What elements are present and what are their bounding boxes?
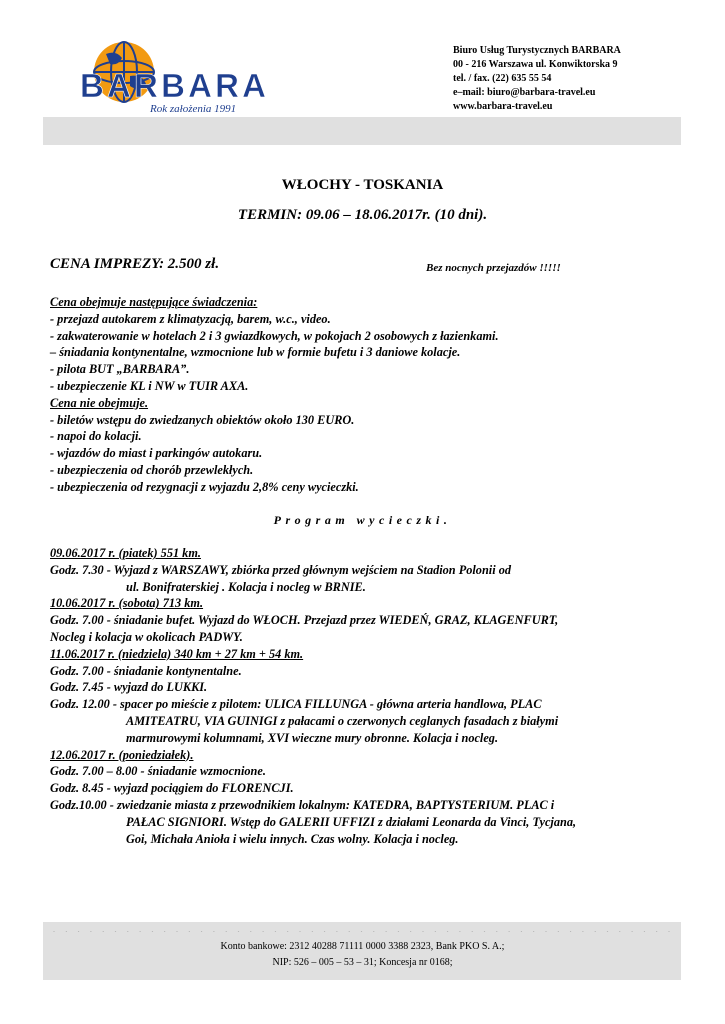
page-title: WŁOCHY - TOSKANIA: [281, 177, 444, 193]
company-email[interactable]: e–mail: biuro@barbara-travel.eu: [453, 87, 596, 98]
footer-bank: Konto bankowe: 2312 40288 71111 0000 3388 2323, Bank PKO S. A.;: [220, 941, 505, 952]
program-line: Godz. 12.00 - spacer po mieście z pilotem: ULICA FILLUNGA - główna arteria handlowa, PLAC: [50, 697, 542, 712]
globe-logo-icon: [72, 40, 272, 120]
trip-dates: TERMIN: 09.06 – 18.06.2017r. (10 dni).: [237, 207, 488, 223]
footer-nip: NIP: 526 – 005 – 53 – 31; Koncesja nr 0168;: [272, 957, 453, 968]
program-list: [50, 545, 576, 847]
header-band: [43, 117, 681, 145]
company-phone: tel. / fax. (22) 635 55 54: [453, 73, 552, 84]
program-line: PAŁAC SIGNIORI. Wstęp do GALERII UFFIZI z działami Leonarda da Vinci, Tycjana,: [126, 814, 577, 829]
footer-dotted-rule: [50, 924, 675, 932]
program-line: Nocleg i kolacja w okolicach PADWY.: [50, 629, 243, 644]
program-line: Godz. 7.00 - śniadanie kontynentalne.: [50, 663, 242, 678]
program-line: marmurowymi kolumnami, XVI wieczne mury obronne. Kolacja i nocleg.: [126, 730, 499, 745]
included-item: - pilota BUT „BARBARA”.: [50, 362, 190, 377]
excluded-item: - wjazdów do miast i parkingów autokaru.: [50, 446, 263, 461]
excluded-heading: Cena nie obejmuje.: [50, 395, 149, 410]
company-name: Biuro Usług Turystycznych BARBARA: [453, 45, 621, 56]
included-item: - przejazd autokarem z klimatyzacją, barem, w.c., video.: [50, 311, 331, 326]
program-day-heading: 11.06.2017 r. (niedziela) 340 km + 27 km + 54 km.: [50, 646, 304, 661]
barbara-logo: [72, 40, 272, 120]
company-address: 00 - 216 Warszawa ul. Konwiktorska 9: [453, 59, 618, 70]
excluded-item: - napoi do kolacji.: [50, 429, 142, 444]
dotted-rule-icon: [50, 929, 675, 932]
company-info: [453, 44, 621, 114]
included-item: - ubezpieczenie KL i NW w TUIR AXA.: [50, 378, 249, 393]
price-details: [50, 294, 499, 496]
program-line: Godz. 7.30 - Wyjazd z WARSZAWY, zbiórka przed głównym wejściem na Stadion Polonii od: [50, 562, 511, 577]
logo-brand: BARBARA: [80, 67, 266, 104]
program-day-heading: 09.06.2017 r. (piatek) 551 km.: [50, 546, 201, 560]
included-item: – śniadania kontynentalne, wzmocnione lub w formie bufetu i 3 daniowe kolacje.: [50, 345, 461, 360]
excluded-item: - ubezpieczenia od chorób przewlekłych.: [50, 462, 254, 477]
included-item: - zakwaterowanie w hotelach 2 i 3 gwiazdkowych, w pokojach 2 osobowych z łazienkami.: [50, 328, 499, 343]
logo-tagline: Rok założenia 1991: [150, 103, 237, 115]
program-line: Godz. 7.00 - śniadanie bufet. Wyjazd do WŁOCH. Przejazd przez WIEDEŃ, GRAZ, KLAGENFURT,: [50, 613, 559, 628]
program-day-heading: 10.06.2017 r. (sobota) 713 km.: [50, 596, 204, 611]
company-website[interactable]: www.barbara-travel.eu: [453, 101, 553, 112]
program-line: Godz.10.00 - zwiedzanie miasta z przewodnikiem lokalnym: KATEDRA, BAPTYSTERIUM. PLAC i: [50, 797, 555, 812]
excluded-item: - ubezpieczenia od rezygnacji z wyjazdu 2,8% ceny wycieczki.: [50, 479, 359, 494]
program-line: Godz. 8.45 - wyjazd pociągiem do FLORENCJI.: [50, 781, 294, 796]
footer-text: [0, 939, 725, 971]
program-line: Godz. 7.45 - wyjazd do LUKKI.: [50, 680, 208, 695]
no-night-notice: Bez nocnych przejazdów !!!!!: [426, 262, 561, 274]
program-heading: Program wycieczki.: [273, 513, 452, 527]
program-line: ul. Bonifraterskiej . Kolacja i nocleg w BRNIE.: [126, 579, 366, 594]
program-day-heading: 12.06.2017 r. (poniedziałek).: [50, 747, 194, 762]
program-line: Godz. 7.00 – 8.00 - śniadanie wzmocnione.: [50, 764, 266, 779]
included-heading: Cena obejmuje następujące świadczenia:: [50, 295, 258, 309]
program-line: Goi, Michała Anioła i wielu innych. Czas wolny. Kolacja i nocleg.: [126, 831, 459, 846]
excluded-item: - biletów wstępu do zwiedzanych obiektów około 130 EURO.: [50, 412, 355, 427]
program-line: AMITEATRU, VIA GUINIGI z pałacami o czerwonych ceglanych fasadach z białymi: [126, 713, 559, 728]
trip-price: CENA IMPREZY: 2.500 zł.: [50, 256, 220, 272]
